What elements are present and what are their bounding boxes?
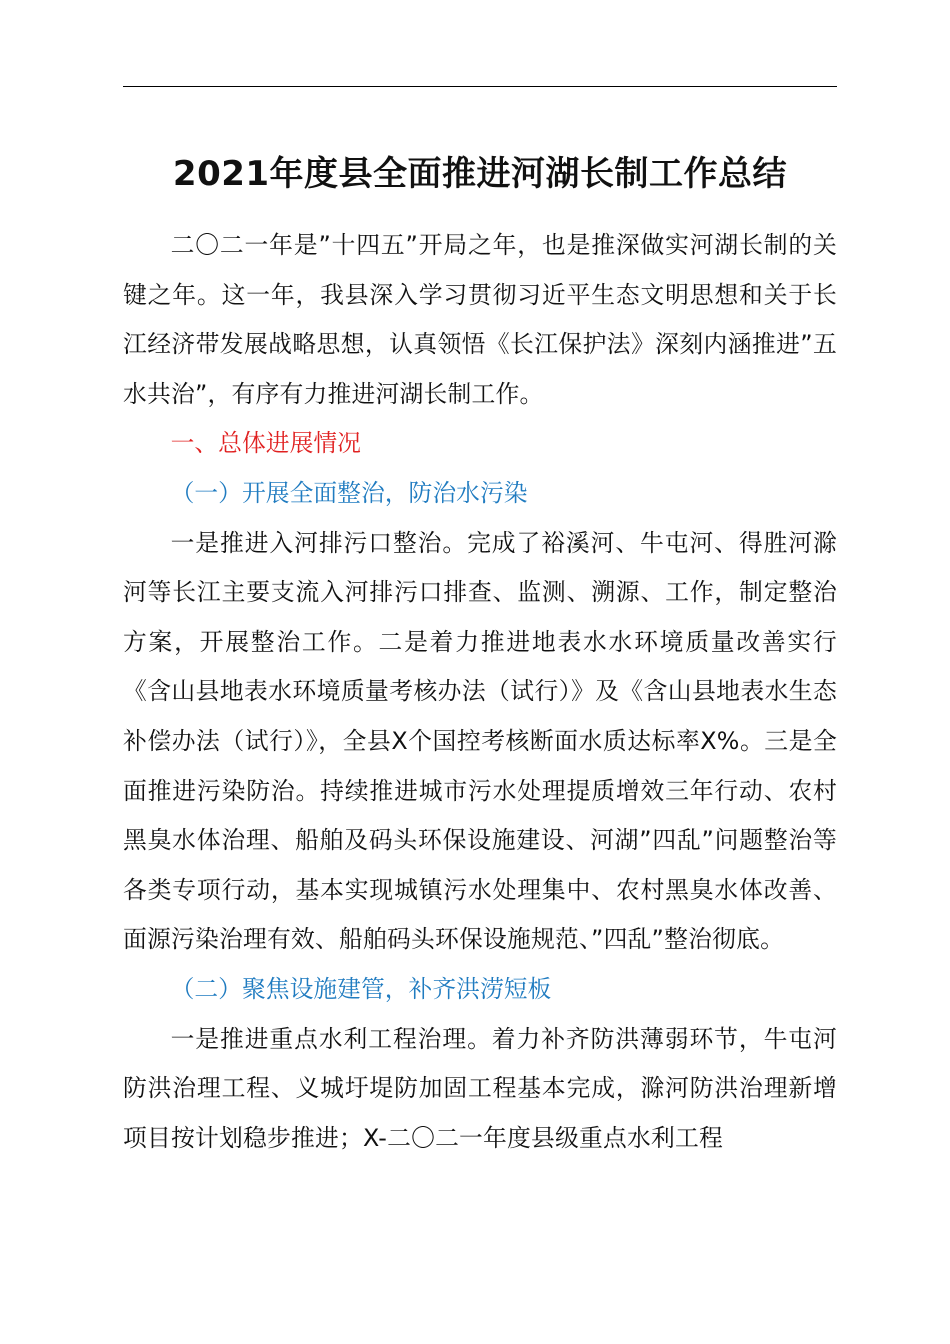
intro-paragraph: 二〇二一年是”十四五”开局之年，也是推深做实河湖长制的关键之年。这一年，我县深入学习贯彻习近平生态文明思想和关于长江经济带发展战略思想，认真领悟《长江保护法》深刻内涵推进”五水共治”，有序有力推进河湖长制工作。	[123, 231, 837, 408]
document-page	[123, 150, 837, 1163]
subsection-heading-flood-facilities: （二）聚焦设施建管，补齐洪涝短板	[170, 974, 552, 1003]
subsection-body-flood-facilities: 一是推进重点水利工程治理。着力补齐防洪薄弱环节，牛屯河防洪治理工程、义城圩堤防加固工程基本完成，滁河防洪治理新增项目按计划稳步推进；X-二〇二一年度县级重点水利工程	[123, 1024, 837, 1152]
header-rule	[123, 86, 837, 87]
section-heading-overall-progress: 一、总体进展情况	[170, 429, 361, 458]
subsection-body-water-pollution: 一是推进入河排污口整治。完成了裕溪河、牛屯河、得胜河滁河等长江主要支流入河排污口排查、监测、溯源、工作，制定整治方案，开展整治工作。二是着力推进地表水水环境质量改善实行《含山县地表水环境质量考核办法（试行）》及《含山县地表水生态补偿办法（试行）》，全县X个国控考核断面水质达标率X%。三是全面推进污染防治。持续推进城市污水处理提质增效三年行动、农村黑臭水体治理、船舶及码头环保设施建设、河湖”四乱”问题整治等各类专项行动，基本实现城镇污水处理集中、农村黑臭水体改善、面源污染治理有效、船舶码头环保设施规范、”四乱”整治彻底。	[123, 528, 837, 954]
subsection-heading-water-pollution: （一）开展全面整治，防治水污染	[170, 478, 528, 507]
document-title: 2021年度县全面推进河湖长制工作总结	[172, 154, 788, 194]
